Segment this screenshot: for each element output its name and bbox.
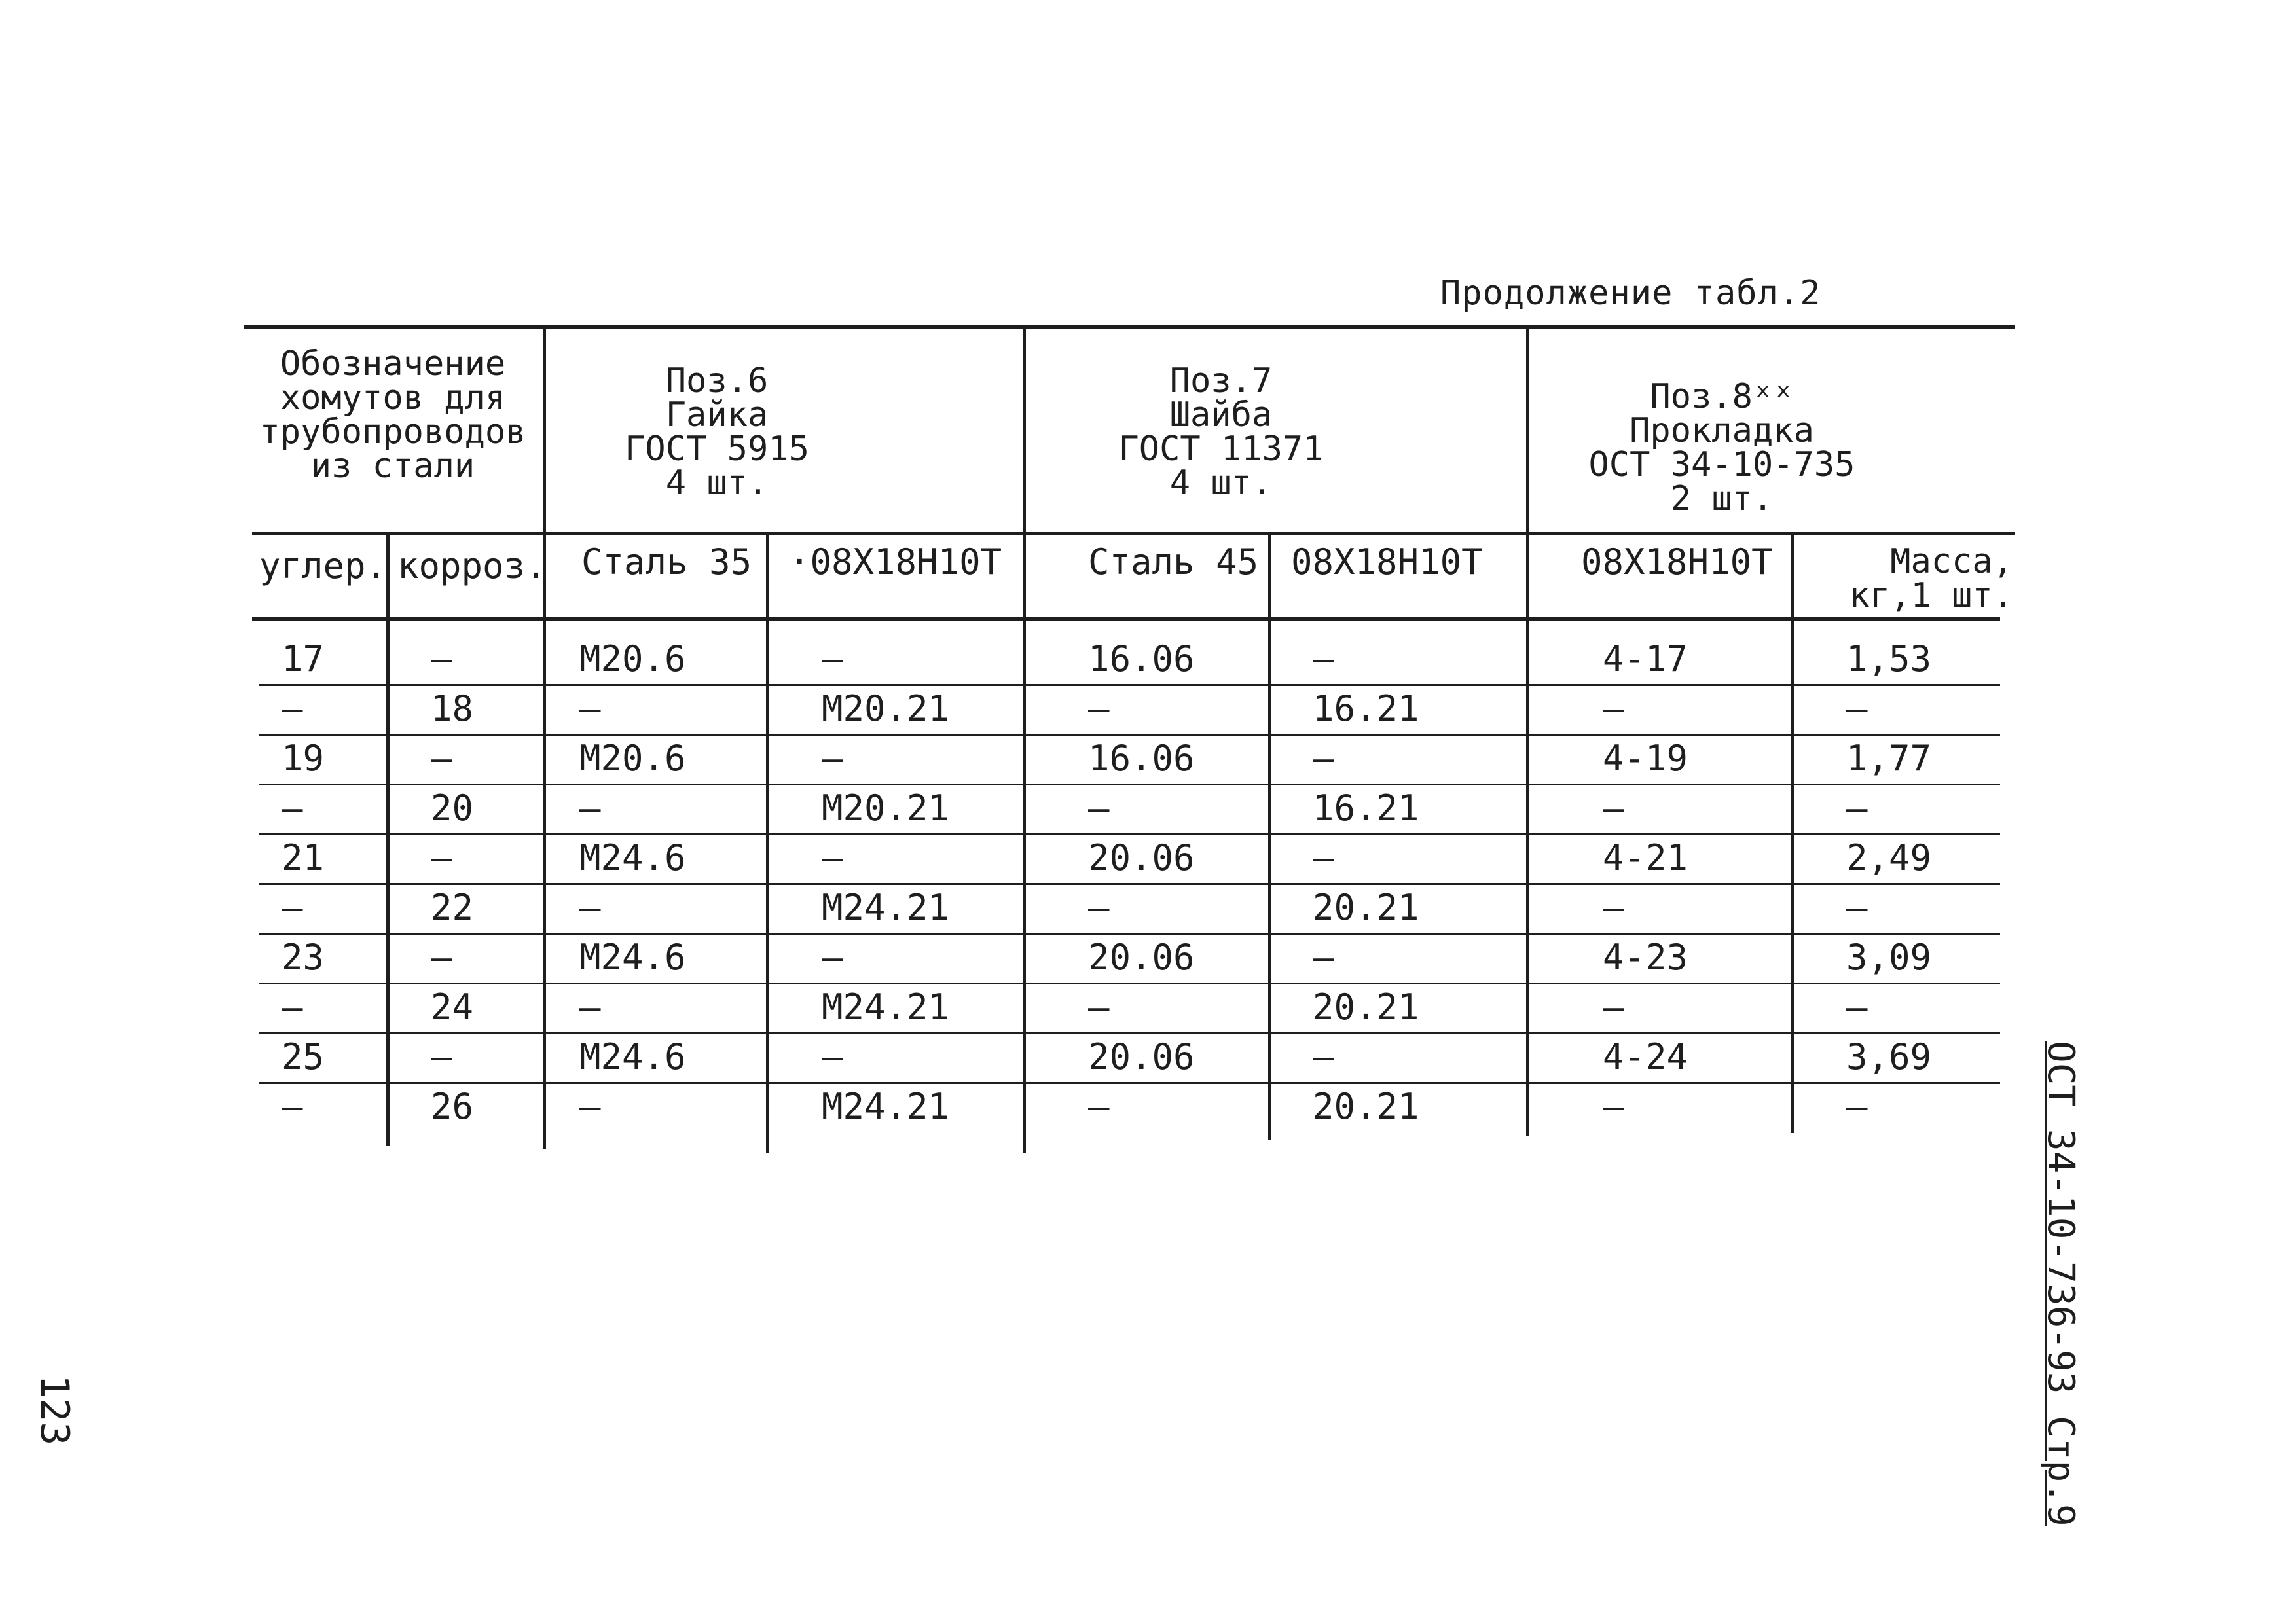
table-cell: М24.21 xyxy=(822,887,950,928)
col-divider xyxy=(386,534,390,1146)
row-rule xyxy=(259,933,2000,935)
table-cell: 20.06 xyxy=(1088,937,1195,978)
table-cell: 23 xyxy=(282,937,325,978)
table-cell: 3,69 xyxy=(1846,1036,1932,1077)
table-cell: 4-23 xyxy=(1603,937,1688,978)
table-cell: – xyxy=(1313,1036,1334,1077)
table-cell: 1,77 xyxy=(1846,738,1932,779)
table-cell: – xyxy=(1088,1086,1110,1127)
row-rule xyxy=(259,983,2000,984)
header-bottom-border xyxy=(252,532,2015,535)
table-cell: М24.6 xyxy=(579,937,686,978)
table-cell: 19 xyxy=(282,738,325,779)
table-cell: – xyxy=(1313,638,1334,679)
table-cell: – xyxy=(431,837,452,878)
subheader-corros: корроз. xyxy=(397,545,547,586)
header-pos8-gasket: Поз.8ˣˣ Прокладка ОСТ 34-10-735 2 шт. xyxy=(1588,377,1855,518)
table-cell: 17 xyxy=(282,638,325,679)
table-cell: – xyxy=(1603,688,1624,729)
subheader-steel-08x18-nut: ·08Х18Н10Т xyxy=(789,541,1002,583)
table-cell: – xyxy=(1313,738,1334,779)
table-cell: 1,53 xyxy=(1846,638,1932,679)
table-cell: – xyxy=(1846,986,1868,1028)
table-cell: 20.21 xyxy=(1313,887,1419,928)
table-cell: 26 xyxy=(431,1086,474,1127)
subheader-steel-08x18-gasket: 08Х18Н10Т xyxy=(1581,541,1773,583)
table-cell: – xyxy=(579,887,601,928)
table-cell: 25 xyxy=(282,1036,325,1077)
header-designation: Обозначение хомутов для трубопроводов из стали xyxy=(259,344,526,486)
table-cell: – xyxy=(1846,787,1868,829)
table-cell: 20.06 xyxy=(1088,837,1195,878)
table-cell: – xyxy=(1846,1086,1868,1127)
table-cell: – xyxy=(1088,688,1110,729)
subheader-steel-08x18-washer: 08Х18Н10Т xyxy=(1291,541,1483,583)
document-stamp xyxy=(2030,1041,2082,1604)
table-cell: М24.6 xyxy=(579,837,686,878)
table-cell: 20.06 xyxy=(1088,1036,1195,1077)
table-cell: – xyxy=(1846,887,1868,928)
row-rule xyxy=(259,883,2000,885)
table-cell: – xyxy=(579,787,601,829)
table-cell: 16.21 xyxy=(1313,787,1419,829)
col-divider xyxy=(1023,327,1026,1153)
table-cell: 18 xyxy=(431,688,474,729)
subheader-steel35: Сталь 35 xyxy=(581,541,752,583)
table-top-border xyxy=(244,325,2015,329)
table-cell: – xyxy=(1088,986,1110,1028)
row-rule xyxy=(259,1032,2000,1034)
table-cell: М20.6 xyxy=(579,638,686,679)
table-cell: – xyxy=(282,688,303,729)
col-divider xyxy=(1268,534,1271,1140)
subheader-steel45: Сталь 45 xyxy=(1088,541,1259,583)
table-cell: – xyxy=(822,1036,843,1077)
table-cell: 4-24 xyxy=(1603,1036,1688,1077)
subheader-mass: Масса, кг,1 шт. xyxy=(1849,542,2013,615)
table-cell: М20.6 xyxy=(579,738,686,779)
table-cell: 20.21 xyxy=(1313,986,1419,1028)
table-cell: – xyxy=(579,986,601,1028)
table-cell: М24.21 xyxy=(822,986,950,1028)
table-cell: 21 xyxy=(282,837,325,878)
page-number: 123 xyxy=(31,1375,77,1446)
table-cell: – xyxy=(282,1086,303,1127)
table-caption: Продолжение табл.2 xyxy=(1440,274,1821,313)
table-cell: 4-17 xyxy=(1603,638,1688,679)
table-cell: 4-19 xyxy=(1603,738,1688,779)
document-stamp-text: ОСТ 34-10-736-93 Стр.9 xyxy=(2039,1041,2082,1526)
table-cell: – xyxy=(1313,937,1334,978)
table-cell: – xyxy=(1088,787,1110,829)
table-cell: – xyxy=(1313,837,1334,878)
table-cell: – xyxy=(579,1086,601,1127)
row-rule xyxy=(259,734,2000,736)
table-cell: – xyxy=(282,986,303,1028)
table-cell: – xyxy=(1603,887,1624,928)
table-cell: – xyxy=(282,887,303,928)
table-cell: – xyxy=(822,937,843,978)
subheader-carbon: углер. xyxy=(259,545,388,586)
table-cell: – xyxy=(1603,787,1624,829)
table-cell: М20.21 xyxy=(822,787,950,829)
table-cell: – xyxy=(822,638,843,679)
table-cell: 20 xyxy=(431,787,474,829)
table-cell: – xyxy=(431,638,452,679)
table-cell: 16.06 xyxy=(1088,638,1195,679)
table-cell: – xyxy=(431,937,452,978)
subheader-bottom-border xyxy=(252,617,2000,621)
table-cell: – xyxy=(282,787,303,829)
row-rule xyxy=(259,784,2000,785)
header-pos7-washer: Поз.7 Шайба ГОСТ 11371 4 шт. xyxy=(1118,361,1324,503)
table-cell: – xyxy=(1603,1086,1624,1127)
table-cell: М20.21 xyxy=(822,688,950,729)
table-cell: 4-21 xyxy=(1603,837,1688,878)
row-rule xyxy=(259,833,2000,835)
table-cell: 16.06 xyxy=(1088,738,1195,779)
table-cell: М24.6 xyxy=(579,1036,686,1077)
table-cell: 22 xyxy=(431,887,474,928)
header-pos6-nut: Поз.6 Гайка ГОСТ 5915 4 шт. xyxy=(625,361,809,503)
row-rule xyxy=(259,684,2000,686)
row-rule xyxy=(259,1082,2000,1084)
table-cell: – xyxy=(1088,887,1110,928)
table-cell: 20.21 xyxy=(1313,1086,1419,1127)
table-cell: – xyxy=(431,1036,452,1077)
table-cell: – xyxy=(822,837,843,878)
table-cell: 2,49 xyxy=(1846,837,1932,878)
table-cell: – xyxy=(579,688,601,729)
table-cell: 24 xyxy=(431,986,474,1028)
col-divider xyxy=(766,534,769,1153)
table-cell: 16.21 xyxy=(1313,688,1419,729)
table-cell: 3,09 xyxy=(1846,937,1932,978)
table-cell: – xyxy=(822,738,843,779)
col-divider xyxy=(1526,327,1529,1136)
table-cell: М24.21 xyxy=(822,1086,950,1127)
table-cell: – xyxy=(1846,688,1868,729)
table-cell: – xyxy=(431,738,452,779)
table-cell: – xyxy=(1603,986,1624,1028)
